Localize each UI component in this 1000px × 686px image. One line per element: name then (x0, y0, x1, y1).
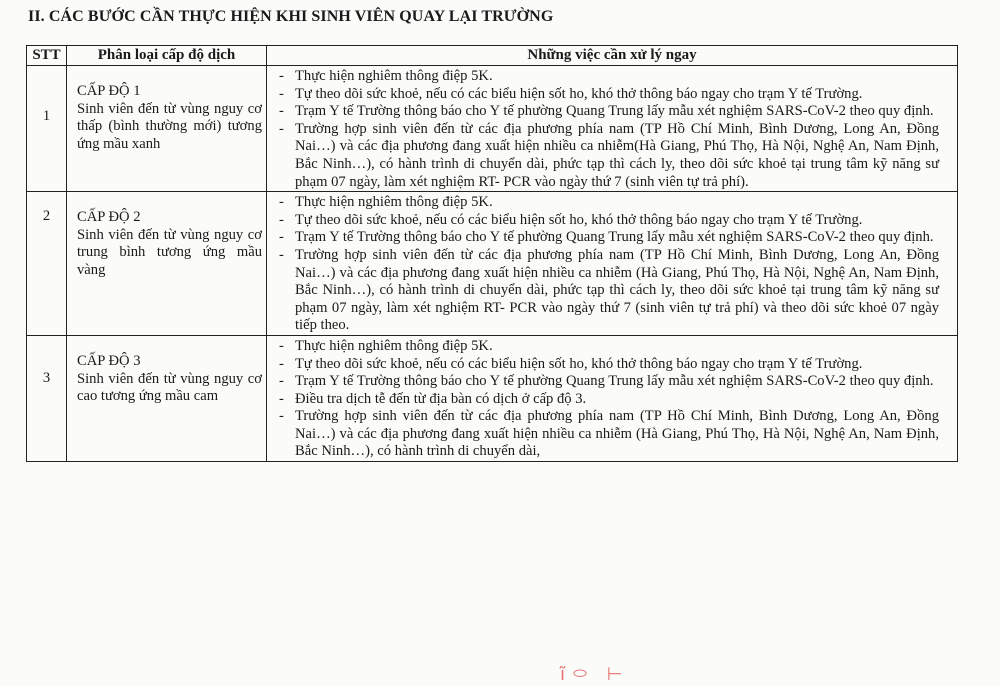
table-row (27, 66, 958, 192)
header-stt: STT (27, 46, 67, 66)
task-list (295, 68, 939, 191)
task-item: - Trạm Y tế Trường thông báo cho Y tế phường Quang Trung lấy mẫu xét nghiệm SARS-CoV-2 theo quy định. (295, 373, 939, 391)
task-item: - Tự theo dõi sức khoẻ, nếu có các biểu hiện sốt ho, khó thở thông báo ngay cho trạm Y tế Trường. (295, 86, 939, 104)
task-item: - Thực hiện nghiêm thông điệp 5K. (295, 68, 939, 86)
header-tasks: Những việc cần xử lý ngay (267, 46, 958, 66)
header-level: Phân loại cấp độ dịch (67, 46, 267, 66)
table-row (27, 192, 958, 336)
covid-level-table (26, 45, 958, 462)
level-description: Sinh viên đến từ vùng nguy cơ thấp (bình thường mới) tương ứng mầu xanh (77, 100, 262, 152)
row-tasks-cell (267, 66, 958, 192)
table-body (27, 66, 958, 462)
row-level-cell (67, 335, 267, 461)
row-number: 1 (42, 108, 51, 124)
level-description: Sinh viên đến từ vùng nguy cơ cao tương ứng mầu cam (77, 370, 262, 405)
row-stt-cell (27, 192, 67, 336)
task-item: - Trạm Y tế Trường thông báo cho Y tế phường Quang Trung lấy mẫu xét nghiệm SARS-CoV-2 theo quy định. (295, 229, 939, 247)
level-title: CẤP ĐỘ 1 (77, 83, 141, 99)
section-heading: II. CÁC BƯỚC CẦN THỰC HIỆN KHI SINH VIÊN QUAY LẠI TRƯỜNG (28, 8, 554, 25)
task-item: - Trường hợp sinh viên đến từ các địa phương phía nam (TP Hồ Chí Minh, Bình Dương, Long An, Đồng Nai…) và các địa phương đang xuất hiện nhiều ca nhiễm (Hà Giang, Phú Thọ, Hà Nội, Nghệ An, Nam Định, Bắc Ninh…), có hành trình di chuyển dài, phức tạp thì cách ly, theo dõi sức khoẻ tại trung tâm kỹ năng sư phạm 07 ngày, làm xét nghiệm RT- PCR vào ngày thứ 7 (sinh viên tự trả phí) và theo dõi sức khoẻ 07 ngày tiếp theo. (295, 247, 939, 335)
task-item: - Trường hợp sinh viên đến từ các địa phương phía nam (TP Hồ Chí Minh, Bình Dương, Long An, Đồng Nai…) và các địa phương đang xuất hiện nhiều ca nhiễm (Hà Giang, Phú Thọ, Hà Nội, Nghệ An, Nam Định, Bắc Ninh…), có hành trình di chuyển dài, (295, 408, 939, 461)
level-title: CẤP ĐỘ 2 (77, 209, 141, 226)
task-item: - Trường hợp sinh viên đến từ các địa phương phía nam (TP Hồ Chí Minh, Bình Dương, Long An, Đồng Nai…) và các địa phương đang xuất hiện nhiều ca nhiễm(Hà Giang, Phú Thọ, Hà Nội, Nghệ An, Nam Định, Bắc Ninh…), có hành trình di chuyển dài, phức tạp thì cách ly, theo dõi sức khoẻ tại trung tâm kỹ năng sư phạm 07 ngày, làm xét nghiệm RT- PCR vào ngày thứ 7 (sinh viên tự trả phí). (295, 121, 939, 191)
table-header-row (27, 46, 958, 66)
row-stt-cell (27, 335, 67, 461)
task-list (295, 194, 939, 335)
task-item: - Tự theo dõi sức khoẻ, nếu có các biểu hiện sốt ho, khó thở thông báo ngay cho trạm Y tế Trường. (295, 356, 939, 374)
task-item: - Trạm Y tế Trường thông báo cho Y tế phường Quang Trung lấy mẫu xét nghiệm SARS-CoV-2 theo quy định. (295, 103, 939, 121)
task-item: - Tự theo dõi sức khoẻ, nếu có các biểu hiện sốt ho, khó thở thông báo ngay cho trạm Y tế Trường. (295, 212, 939, 230)
red-stamp-mark: ĩ㇣ ⊢ (560, 664, 629, 685)
row-number: 2 (42, 208, 51, 225)
level-description: Sinh viên đến từ vùng nguy cơ trung bình tương ứng mầu vàng (77, 226, 262, 278)
task-item: - Điều tra dịch tễ đến từ địa bàn có dịch ở cấp độ 3. (295, 391, 939, 409)
row-number: 3 (42, 369, 51, 386)
level-title: CẤP ĐỘ 3 (77, 352, 141, 369)
row-tasks-cell (267, 192, 958, 336)
task-item: - Thực hiện nghiêm thông điệp 5K. (295, 338, 939, 356)
row-tasks-cell (267, 335, 958, 461)
task-item: - Thực hiện nghiêm thông điệp 5K. (295, 194, 939, 212)
row-level-cell (67, 192, 267, 336)
table-row (27, 335, 958, 461)
row-stt-cell (27, 66, 67, 192)
task-list (295, 338, 939, 461)
row-level-cell (67, 66, 267, 192)
